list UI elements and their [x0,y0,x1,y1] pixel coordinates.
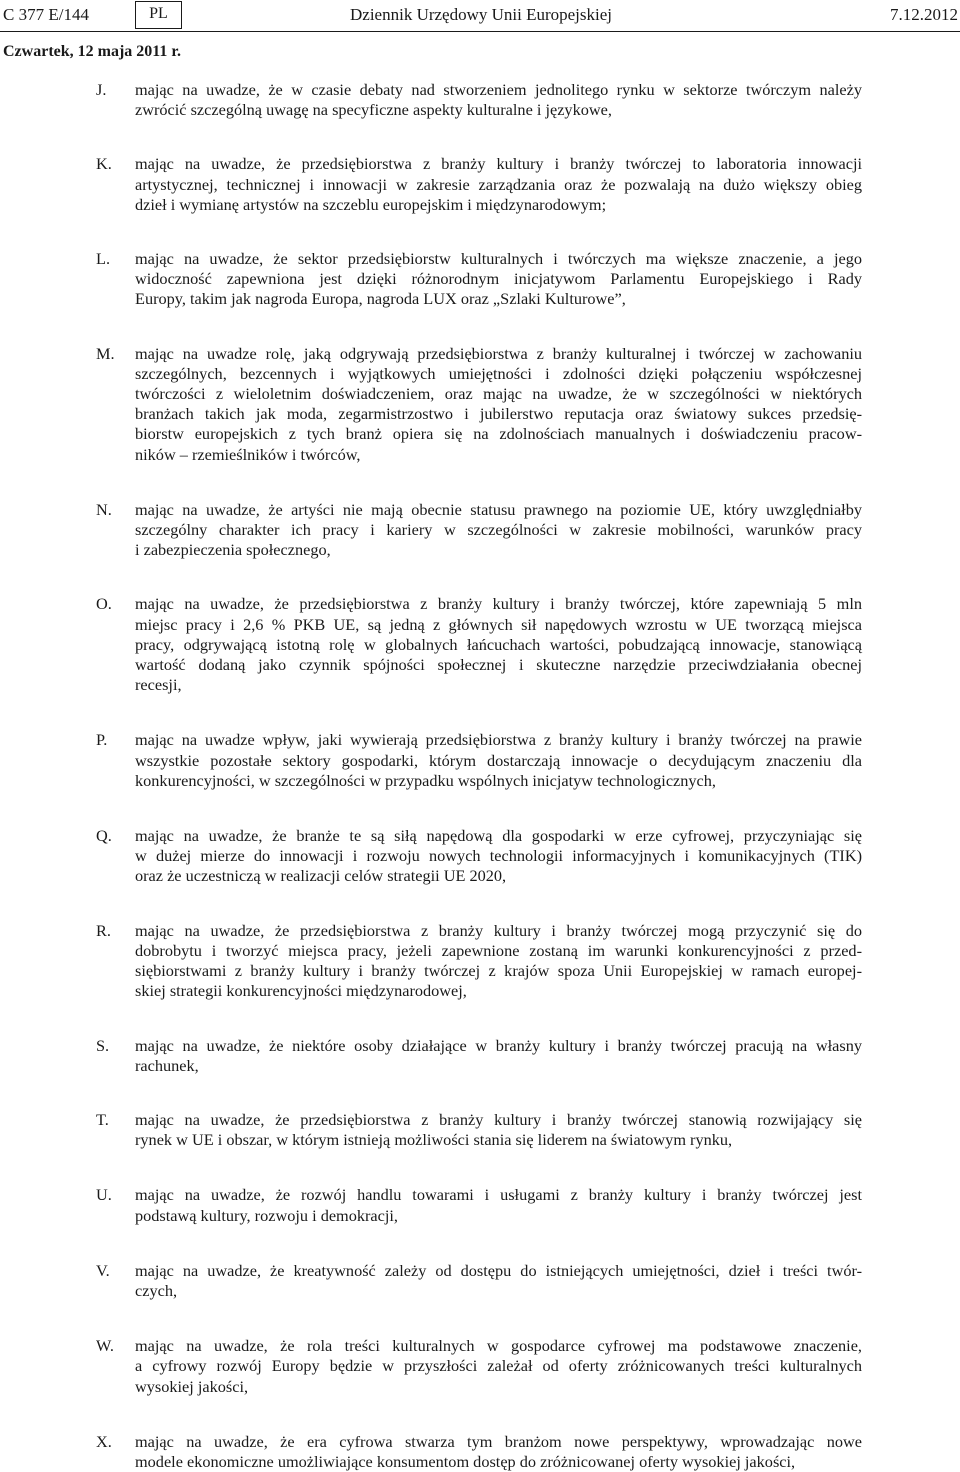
recital-letter: R. [96,920,111,940]
recital-text [135,1432,862,1472]
recital-item [0,344,960,465]
recital-line: mając na uwadze, że przedsiębiorstwa z branży kultury i branży twórczej stanowią rozwijający się [135,1109,862,1129]
recital-line: twórczości z wieloletnim doświadczeniem, oraz mając na uwadze, że w szczególności w niektórych [135,384,862,404]
recital-line: wszystkie pozostałe sektory gospodarki, którym dostarczają innowacje o decydującym znaczeniu dla [135,750,862,770]
recital-line: miejsc pracy i 2,6 % PKB UE, są jedną z głównych sił napędowych wzrostu w UE tworzącą miejsca [135,614,862,634]
recital-line: mając na uwadze, że przedsiębiorstwa z branży kultury i branży twórczej, które zapewniają 5 mln [135,594,862,614]
recital-line: mając na uwadze, że niektóre osoby działające w branży kultury i branży twórczej pracują na własny [135,1035,862,1055]
recital-text [135,921,862,1002]
recital-line: mając na uwadze, że kreatywność zależy od dostępu do istniejących umiejętności, dzieł i treści twór- [135,1260,862,1280]
recital-line: mając na uwadze, że w czasie debaty nad stworzeniem jednolitego rynku w sektorze twórczym należy [135,80,862,99]
language-badge: PL [135,1,182,29]
recital-item [0,80,960,120]
recital-line: mając na uwadze, że rozwój handlu towarami i usługami z branży kultury i branży twórczej jest [135,1185,862,1205]
recital-item [0,826,960,887]
recital-letter: X. [96,1431,112,1451]
recital-line: rachunek, [135,1055,199,1075]
recital-item [0,1036,960,1076]
recital-line: artystycznej, technicznej i innowacji w zakresie zarządzania oraz że pozwalają na dużo większy obieg [135,174,862,194]
recital-line: siębiorstwami z branży kultury i branży twórczej z krajów spoza Unii Europejskiej w ramach europej- [135,961,862,981]
recital-line: zwrócić szczególną uwagę na specyficzne aspekty kulturalne i językowe, [135,100,612,120]
recital-line: mając na uwadze, że artyści nie mają obecnie statusu prawnego na poziomie UE, który uwzględniałby [135,499,862,519]
recital-line: mając na uwadze, że era cyfrowa stwarza tym branżom nowe perspektywy, wprowadzając nowe [135,1431,862,1451]
recital-text [135,730,862,791]
recital-line: oraz że uczestniczą w realizacji celów strategii UE 2020, [135,866,507,886]
recital-line: widoczność zapewniona jest dzięki różnorodnym inicjatywom Parlamentu Europejskiego i Rady [135,269,862,289]
journal-reference: C 377 E/144 [3,5,89,24]
header-divider [0,31,960,32]
recital-text [135,80,862,120]
recital-text [135,344,862,465]
recital-letter: M. [96,343,115,363]
recital-line: mając na uwadze, że przedsiębiorstwa z branży kultury i branży twórczej to laboratoria innowacji [135,154,862,174]
recital-line: dobrobytu i tworzyć miejsca pracy, jeżeli zapewnione zostaną im warunki konkurencyjności z przed- [135,940,862,960]
recital-letter: T. [96,1109,109,1129]
session-date: Czwartek, 12 maja 2011 r. [3,43,182,60]
recital-item [0,1185,960,1225]
recital-line: podstawą kultury, rozwoju i demokracji, [135,1205,398,1225]
recital-line: mając na uwadze, że branże te są siłą napędową dla gospodarki w erze cyfrowej, przyczyniając się [135,826,862,846]
recital-letter: O. [96,594,112,614]
recital-item [0,500,960,561]
recital-item [0,154,960,215]
recital-text [135,500,862,561]
recital-text [135,1185,862,1225]
recital-text [135,154,862,215]
recital-line: recesji, [135,675,182,695]
recital-line: i zabezpieczenia społecznego, [135,540,331,560]
recital-line: branżach takich jak moda, zegarmistrzostwo i jubilerstwo reputacja oraz światowy sukces przedsię- [135,404,862,424]
recital-letter: U. [96,1185,112,1205]
journal-header [0,0,960,30]
recital-line: mając na uwadze, że sektor przedsiębiorstw kulturalnych i twórczych ma większe znaczenie, a jego [135,249,862,269]
recital-line: biorstw europejskich z tych branż opiera się na zdolnościach manualnych i doświadczeniu pracow- [135,424,862,444]
recital-item [0,730,960,791]
recital-letter: Q. [96,826,112,846]
publication-date: 7.12.2012 [890,5,958,24]
recital-line: Europy, takim jak nagroda Europa, nagroda LUX oraz „Szlaki Kulturowe”, [135,289,626,309]
recital-text [135,1036,862,1076]
recital-line: mając na uwadze, że przedsiębiorstwa z branży kultury i branży twórczej mogą przyczynić się do [135,920,862,940]
recital-letter: V. [96,1260,110,1280]
recital-item [0,1261,960,1301]
recital-item [0,1336,960,1397]
recital-line: ników – rzemieślników i twórców, [135,444,361,464]
recital-line: skiej strategii konkurencyjności międzynarodowej, [135,981,467,1001]
recital-line: a cyfrowy rozwój Europy będzie w przyszłości zależał od oferty zróżnicowanych treści kulturalnych [135,1356,862,1376]
recital-letter: K. [96,154,112,174]
recital-line: pracy, odgrywającą istotną rolę w globalnych łańcuchach wartości, pobudzającą innowacje, stanowiącą [135,634,862,654]
recital-text [135,1336,862,1397]
recital-text [135,249,862,310]
recital-text [135,594,862,695]
recital-letter: W. [96,1336,114,1356]
recital-line: szczególnych, bezcennych i wyjątkowych umiejętności i zdolności dzięki połączeniu współczesnej [135,363,862,383]
recital-letter: J. [96,80,107,99]
recital-line: mając na uwadze rolę, jaką odgrywają przedsiębiorstwa z branży kulturalnej i twórczej w zachowaniu [135,343,862,363]
recital-text [135,1261,862,1301]
recital-line: wysokiej jakości, [135,1376,249,1396]
recital-line: dzieł i wymianę artystów na szczeblu europejskim i międzynarodowym; [135,194,607,214]
recital-item [0,1110,960,1150]
recital-line: szczególny charakter ich pracy i kariery w szczególności w zakresie mobilności, warunków pracy [135,520,862,540]
recital-item [0,594,960,695]
recital-line: rynek w UE i obszar, w którym istnieją możliwości stania się liderem na światowym rynku, [135,1130,733,1150]
recital-item [0,249,960,310]
recital-line: mając na uwadze, że rola treści kulturalnych w gospodarce cyfrowej ma podstawowe znaczenie, [135,1336,862,1356]
recital-line: konkurencyjności, w szczególności w przypadku wspólnych inicjatyw technologicznych, [135,770,716,790]
recital-letter: S. [96,1035,110,1055]
recital-text [135,1110,862,1150]
recital-letter: L. [96,249,111,269]
recital-letter: N. [96,499,112,519]
recital-line: wartość dodaną jako czynnik spójności społecznej i skuteczne narzędzie przeciwdziałania obecnej [135,655,862,675]
recital-line: mając na uwadze wpływ, jaki wywierają przedsiębiorstwa z branży kultury i branży twórczej na prawie [135,730,862,750]
recital-letter: P. [96,730,108,750]
recitals-list [0,80,960,1472]
recital-text [135,826,862,887]
recital-line: modele ekonomiczne umożliwiające konsumentom dostęp do zróżnicowanej oferty wysokiej jakości, [135,1451,796,1471]
journal-title: Dziennik Urzędowy Unii Europejskiej [350,5,613,24]
recital-line: w dużej mierze do innowacji i rozwoju nowych technologii informacyjnych i komunikacyjnych (TIK) [135,846,862,866]
recital-item [0,1432,960,1472]
recital-line: czych, [135,1280,178,1300]
recital-item [0,921,960,1002]
